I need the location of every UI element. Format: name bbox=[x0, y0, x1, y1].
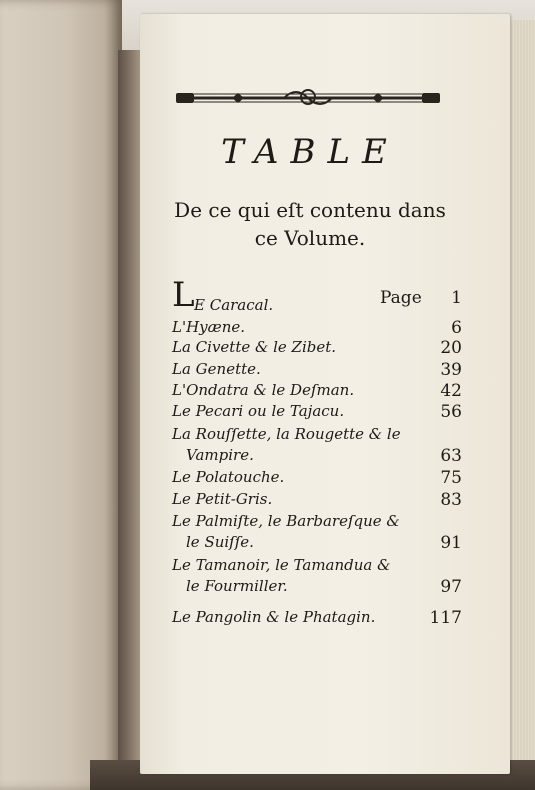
toc-entry-page: 42 bbox=[440, 381, 462, 401]
toc-entry-title: Le Petit-Gris. bbox=[172, 490, 273, 508]
left-page bbox=[0, 0, 122, 790]
ornament-headpiece bbox=[172, 84, 444, 110]
toc-entry-continuation: le Fourmiller. bbox=[186, 577, 288, 595]
toc-entry-page: 91 bbox=[440, 533, 462, 553]
toc-entry-title: Le Palmiſte, le Barbareſque & bbox=[172, 512, 400, 530]
toc-entry-title: La Genette. bbox=[172, 360, 261, 378]
toc-entry-page: 6 bbox=[451, 318, 462, 338]
toc-entry-page: 1 bbox=[451, 288, 462, 308]
toc-entry-page: 97 bbox=[440, 577, 462, 597]
page-title: TABLE bbox=[221, 132, 399, 172]
toc-entry-continuation: le Suiſſe. bbox=[186, 533, 254, 551]
toc-entry-title: Le Tamanoir, le Tamandua & bbox=[172, 556, 391, 574]
toc-entry-title: E Caracal. bbox=[194, 296, 274, 314]
toc-entry-title: La Rouſſette, la Rougette & le bbox=[172, 425, 401, 443]
toc-entry-title: Le Pangolin & le Phatagin. bbox=[172, 608, 376, 626]
toc-entry-page: 63 bbox=[440, 446, 462, 466]
toc-entry-title: La Civette & le Zibet. bbox=[172, 338, 337, 356]
toc-entry bbox=[172, 338, 462, 362]
toc-entry-page: 75 bbox=[440, 468, 462, 488]
drop-cap: L bbox=[172, 275, 195, 315]
toc-entry-page: 56 bbox=[440, 402, 462, 422]
page-column-label: Page bbox=[380, 288, 422, 308]
toc-entry-continuation: Vampire. bbox=[186, 446, 254, 464]
subtitle-line-2: ce Volume. bbox=[254, 226, 366, 250]
toc-entry bbox=[172, 425, 462, 469]
toc-entry bbox=[172, 556, 462, 600]
toc-entry bbox=[172, 468, 462, 492]
toc-entry-title: L'Ondatra & le Deſman. bbox=[172, 381, 355, 399]
toc-entry bbox=[172, 402, 462, 426]
toc-entry bbox=[172, 608, 462, 632]
toc-entry bbox=[172, 490, 462, 514]
subtitle-line-1: De ce qui eſt contenu dans bbox=[174, 198, 446, 222]
toc-entry-page: 83 bbox=[440, 490, 462, 510]
toc-entry-page: 39 bbox=[440, 360, 462, 380]
toc-entry-page: 117 bbox=[429, 608, 462, 628]
toc-entry bbox=[172, 512, 462, 556]
toc-entry bbox=[172, 288, 462, 312]
toc-entry-title: Le Pecari ou le Tajacu. bbox=[172, 402, 345, 420]
toc-entry-title: Le Polatouche. bbox=[172, 468, 285, 486]
toc-entry-title: L'Hyæne. bbox=[172, 318, 246, 336]
toc-entry-page: 20 bbox=[440, 338, 462, 358]
